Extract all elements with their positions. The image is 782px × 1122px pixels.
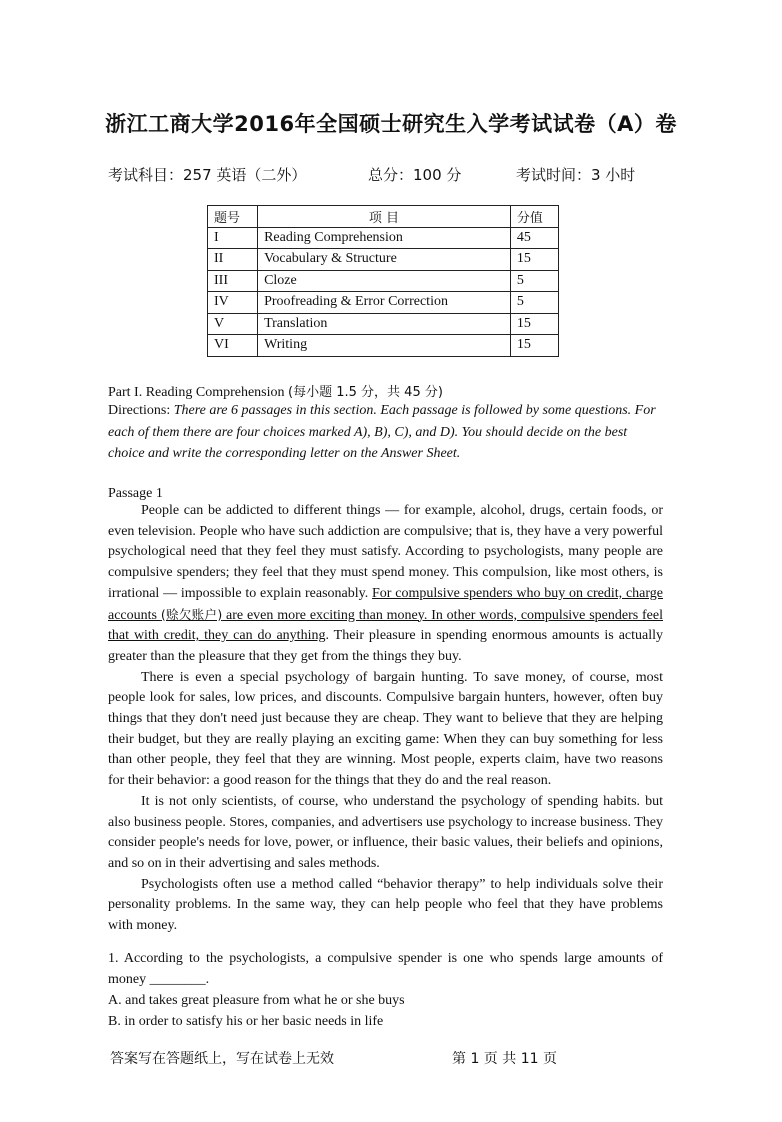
directions (108, 400, 664, 465)
paragraph-1-text-a: People can be addicted to different things — for example, alcohol, drugs, certain foods, or even television. People who have such addiction are compulsive; that is, they have a very powerful psychological need that they feel they must satisfy. According to psychologists, many people are compulsive spenders; they feel that they must spend money. This compulsion, like most others, is irrational — impossible to explain reasonably. (108, 503, 663, 601)
passage-body (108, 501, 663, 937)
directions-label: Directions: (108, 403, 174, 418)
table-row (208, 292, 559, 314)
score-table (207, 205, 559, 357)
table-row (208, 335, 559, 357)
option-a: A. and takes great pleasure from what he or she buys (108, 993, 405, 1008)
directions-text: There are 6 passages in this section. Each passage is followed by some questions. For each of them there are four choices marked A), B), C), and D). You should decide on the best choice and write the corresponding letter on the Answer Sheet. (108, 403, 656, 461)
row-number: V (208, 313, 258, 335)
passage-title: Passage 1 (108, 486, 163, 501)
exam-subject: 考试科目：257 英语（二外） (108, 166, 307, 184)
paragraph-4: Psychologists often use a method called “behavior therapy” to help individuals solve their personality problems. In the same way, they can help people who feel that they have problems with money. (108, 876, 663, 934)
row-item: Cloze (258, 270, 511, 292)
exam-title: 浙江工商大学2016年全国硕士研究生入学考试试卷（A）卷 (105, 112, 677, 136)
part-heading-en: Part I. Reading Comprehension (108, 385, 289, 400)
header-item: 项 目 (258, 206, 511, 228)
part-heading (108, 381, 443, 401)
row-score: 15 (510, 335, 558, 357)
row-score: 5 (510, 270, 558, 292)
row-score: 15 (510, 249, 558, 271)
row-score: 15 (510, 313, 558, 335)
underlined-chinese-gloss: (赊欠账户) (160, 606, 223, 622)
total-score: 总分：100 分 (368, 166, 462, 184)
row-number: II (208, 249, 258, 271)
header-number: 题号 (208, 206, 258, 228)
underlined-text-2: are even more exciting than money. In other words, compulsive spenders feel that with credit, they can do anything (108, 607, 663, 644)
page-number: 第 1 页 共 11 页 (452, 1051, 557, 1067)
footer-note: 答案写在答题纸上，写在试卷上无效 (110, 1051, 334, 1067)
row-number: VI (208, 335, 258, 357)
row-item: Writing (258, 335, 511, 357)
row-score: 45 (510, 227, 558, 249)
table-row (208, 227, 559, 249)
table-row (208, 249, 559, 271)
table-row (208, 270, 559, 292)
underlined-text-1: For compulsive spenders who buy on credit, charge accounts (108, 585, 664, 623)
row-number: IV (208, 292, 258, 314)
row-item: Translation (258, 313, 511, 335)
question-stem: 1. According to the psychologists, a compulsive spender is one who spends large amounts of money ________. (108, 951, 663, 987)
paragraph-1-text-b: . Their pleasure in spending enormous amounts is actually greater than the pleasure that they get from the things they buy. (108, 628, 664, 664)
row-item: Proofreading & Error Correction (258, 292, 511, 314)
question-1 (108, 948, 663, 1032)
paragraph-2: There is even a special psychology of bargain hunting. To save money, of course, most people look for sales, low prices, and discounts. Compulsive bargain hunters, however, often buy things that they don't need just because they are cheap. They want to believe that they are helping their budget, but they are really playing an exciting game: When they can buy something for less than other people, they feel that they are winning. Most people, experts claim, have two reasons for their behavior: a good reason for the things that they do and the real reason. (108, 669, 663, 789)
score-table-header (208, 206, 559, 228)
row-number: III (208, 270, 258, 292)
row-score: 5 (510, 292, 558, 314)
paragraph-1 (108, 501, 663, 668)
row-item: Vocabulary & Structure (258, 249, 511, 271)
paragraph-3: It is not only scientists, of course, who understand the psychology of spending habits. but also business people. Stores, companies, and advertisers use psychology to increase business. They consider people's needs for love, power, or influence, their basic values, their beliefs and opinions, and so on in their advertising and sales methods. (108, 793, 663, 871)
header-score: 分值 (510, 206, 558, 228)
option-b: B. in order to satisfy his or her basic needs in life (108, 1014, 384, 1029)
table-row (208, 313, 559, 335)
row-item: Reading Comprehension (258, 227, 511, 249)
exam-time: 考试时间：3 小时 (516, 166, 636, 184)
part-heading-cn: (每小题 1.5 分，共 45 分) (288, 385, 443, 400)
row-number: I (208, 227, 258, 249)
